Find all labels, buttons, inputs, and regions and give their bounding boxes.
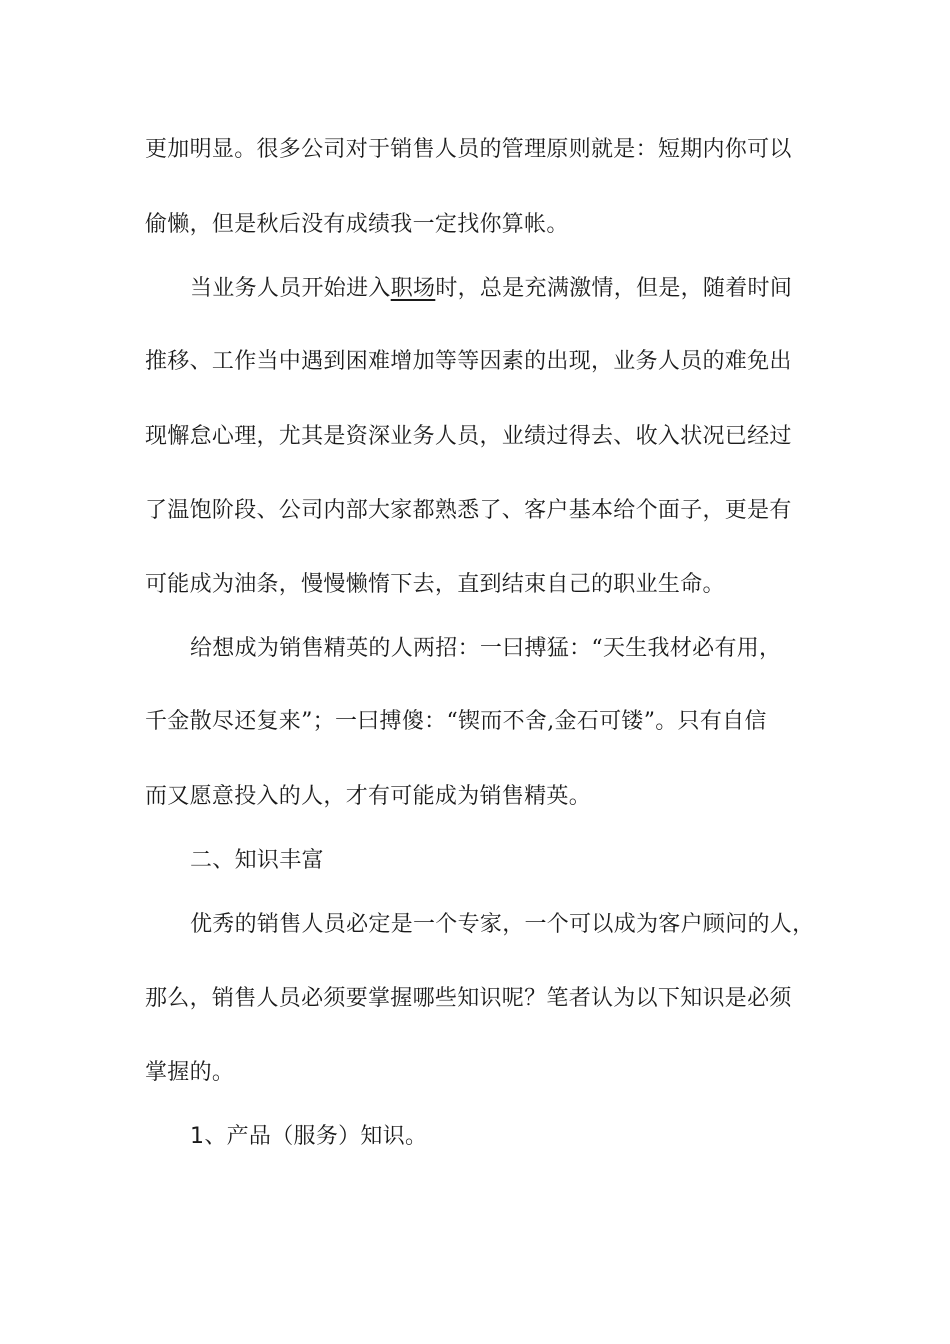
paragraph-line: 给想成为销售精英的人两招：一曰搏猛：“天生我材必有用， bbox=[190, 636, 782, 661]
text-span: 时，总是充满激情，但是，随着时间 bbox=[435, 276, 793, 301]
paragraph-line: 掌握的。 bbox=[145, 1060, 235, 1085]
list-item bbox=[190, 1122, 427, 1152]
section-heading: 二、知识丰富 bbox=[190, 848, 324, 873]
paragraph-line: 可能成为油条，慢慢懒惰下去，直到结束自己的职业生命。 bbox=[145, 572, 725, 597]
list-item-number: 1 bbox=[190, 1124, 205, 1149]
workplace-link[interactable]: 职场 bbox=[390, 276, 436, 301]
paragraph-line: 了温饱阶段、公司内部大家都熟悉了、客户基本给个面子，更是有 bbox=[145, 498, 792, 523]
paragraph-line: 偷懒，但是秋后没有成绩我一定找你算帐。 bbox=[145, 212, 569, 237]
paragraph-line: 千金散尽还复来”；一曰搏傻：“锲而不舍,金石可镂”。只有自信 bbox=[145, 709, 767, 734]
text-span: 当业务人员开始进入 bbox=[190, 276, 391, 301]
paragraph-line bbox=[190, 274, 792, 304]
paragraph-line: 推移、工作当中遇到困难增加等等因素的出现，业务人员的难免出 bbox=[145, 349, 792, 374]
list-item-text: 、产品（服务）知识。 bbox=[204, 1124, 428, 1149]
paragraph-line: 那么，销售人员必须要掌握哪些知识呢？笔者认为以下知识是必须 bbox=[145, 986, 792, 1011]
paragraph-line: 现懈怠心理，尤其是资深业务人员，业绩过得去、收入状况已经过 bbox=[145, 424, 792, 449]
paragraph-line: 优秀的销售人员必定是一个专家，一个可以成为客户顾问的人， bbox=[190, 912, 815, 937]
paragraph-line: 更加明显。很多公司对于销售人员的管理原则就是：短期内你可以 bbox=[145, 137, 792, 162]
paragraph-line: 而又愿意投入的人，才有可能成为销售精英。 bbox=[145, 784, 592, 809]
